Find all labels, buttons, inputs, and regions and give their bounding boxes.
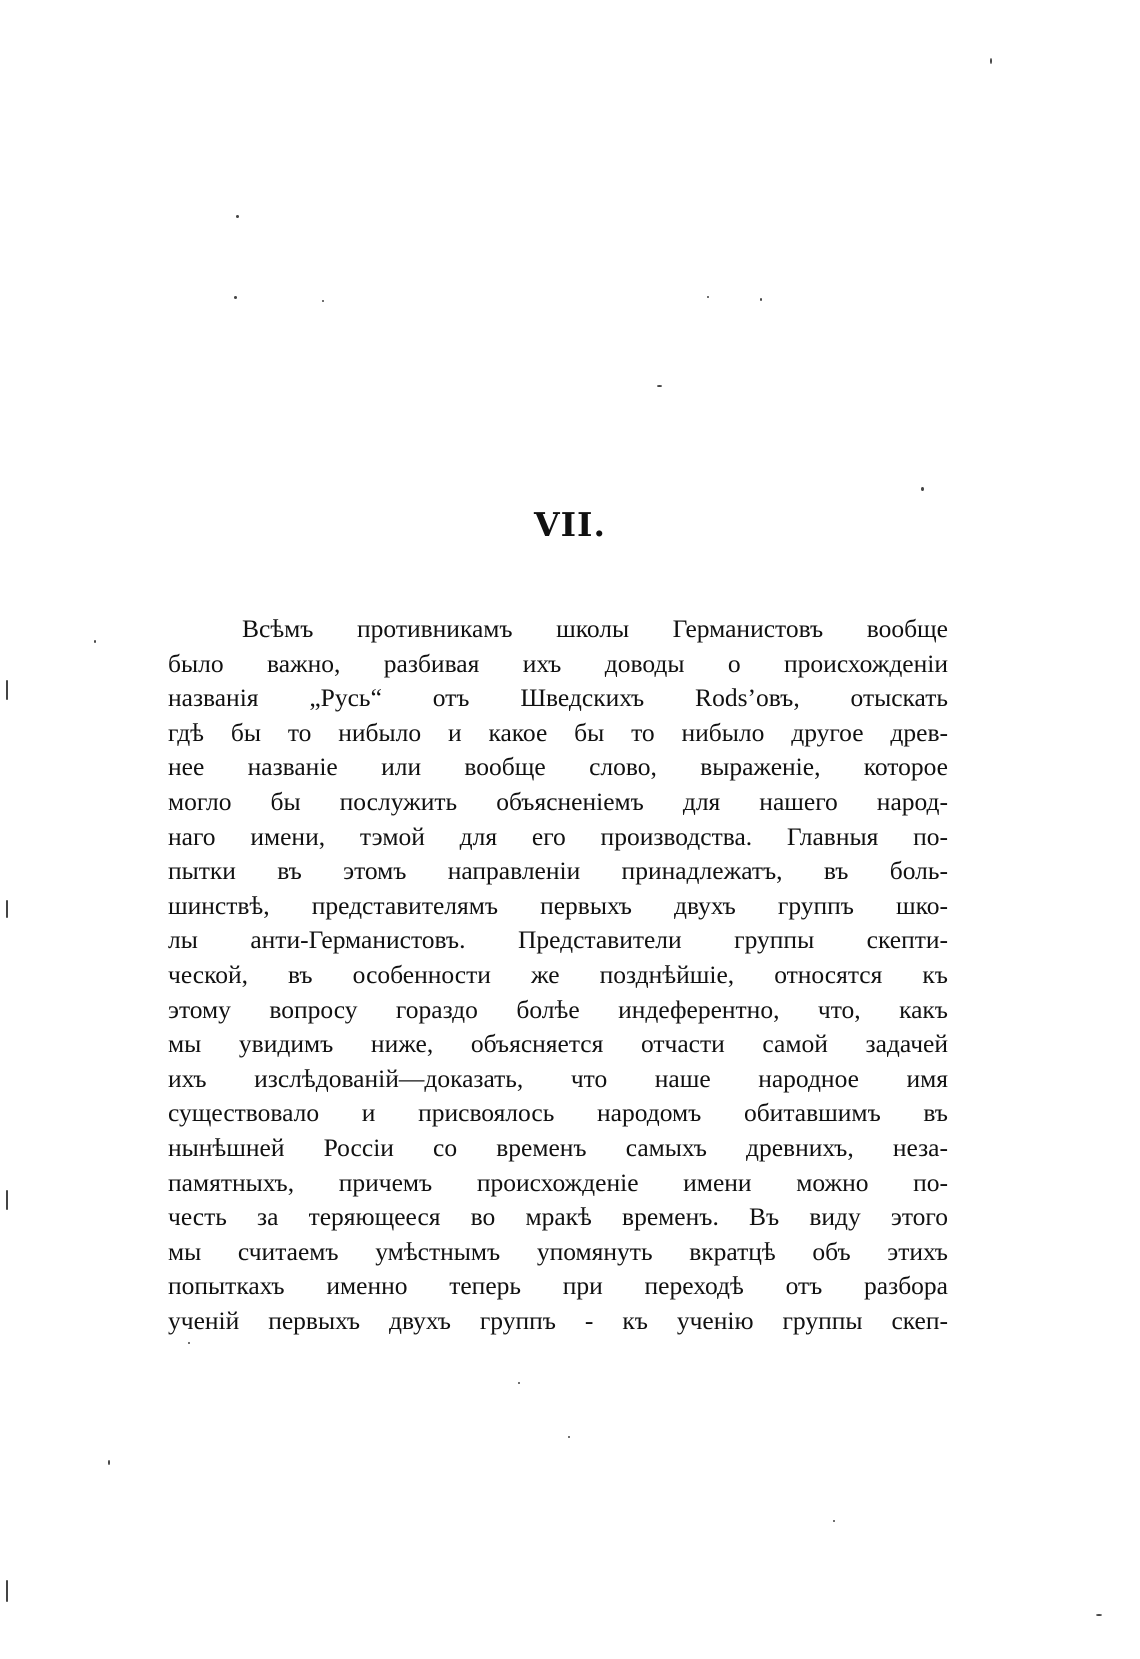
- text-line: было важно, разбивая ихъ доводы о происхожденіи: [168, 648, 948, 678]
- scan-speck: [990, 58, 992, 64]
- scan-speck: [6, 680, 8, 700]
- text-line: Всѣмъ противникамъ школы Германистовъ вообще: [242, 614, 948, 643]
- text-line: этому вопросу гораздо болѣе индеферентно, что, какъ: [168, 994, 948, 1024]
- text-line: пытки въ этомъ направленіи принадлежатъ, въ боль-: [168, 856, 948, 886]
- text-line: названія „Русь“ отъ Шведскихъ Rods’овъ, отыскать: [168, 683, 948, 713]
- text-line: лы анти-Германистовъ. Представители группы скепти-: [168, 925, 948, 955]
- scan-speck: [518, 1382, 520, 1384]
- scan-speck: [6, 900, 8, 918]
- text-line: существовало и присвоялось народомъ обитавшимъ въ: [168, 1098, 948, 1128]
- scan-speck: [833, 1520, 835, 1522]
- text-line: попыткахъ именно теперь при переходѣ отъ разбора: [168, 1271, 948, 1301]
- scan-speck: [188, 1342, 190, 1344]
- text-line: памятныхъ, причемъ происхожденіе имени можно по-: [168, 1167, 948, 1197]
- scan-speck: [234, 296, 237, 299]
- scan-speck: [760, 298, 762, 301]
- text-line: ихъ изслѣдованій—доказать, что наше народное имя: [168, 1063, 948, 1093]
- scan-speck: [921, 487, 924, 491]
- scan-speck: [236, 215, 239, 218]
- scan-speck: [568, 1436, 570, 1438]
- text-line: ческой, въ особенности же позднѣйшіе, относятся къ: [168, 959, 948, 989]
- text-line: честь за теряющееся во мракѣ временъ. Въ виду этого: [168, 1202, 948, 1232]
- text-line: нынѣшней Россіи со временъ самыхъ древнихъ, неза-: [168, 1132, 948, 1162]
- text-line: шинствѣ, представителямъ первыхъ двухъ группъ шко-: [168, 890, 948, 920]
- text-line: мы увидимъ ниже, объясняется отчасти самой задачей: [168, 1029, 948, 1059]
- scan-speck: [322, 300, 324, 302]
- text-line: гдѣ бы то нибыло и какое бы то нибыло другое древ-: [168, 717, 948, 747]
- scan-speck: [94, 640, 96, 643]
- text-line: ученій первыхъ двухъ группъ - къ ученію группы скеп-: [168, 1305, 948, 1335]
- scan-speck: [707, 296, 709, 298]
- text-line: наго имени, тэмой для его производства. Главныя по-: [168, 821, 948, 851]
- text-line: нее названіе или вообще слово, выраженіе, которое: [168, 752, 948, 782]
- scan-speck: [657, 385, 662, 387]
- scan-speck: [6, 1190, 8, 1210]
- scan-speck: [108, 1460, 110, 1465]
- text-line: могло бы послужить объясненіемъ для нашего народ-: [168, 786, 948, 816]
- chapter-heading: VII.: [534, 505, 606, 544]
- scan-speck: [6, 1580, 8, 1602]
- scan-speck: [1096, 1614, 1102, 1616]
- text-line: мы считаемъ умѣстнымъ упомянуть вкратцѣ объ этихъ: [168, 1236, 948, 1266]
- paragraph: [168, 612, 948, 1338]
